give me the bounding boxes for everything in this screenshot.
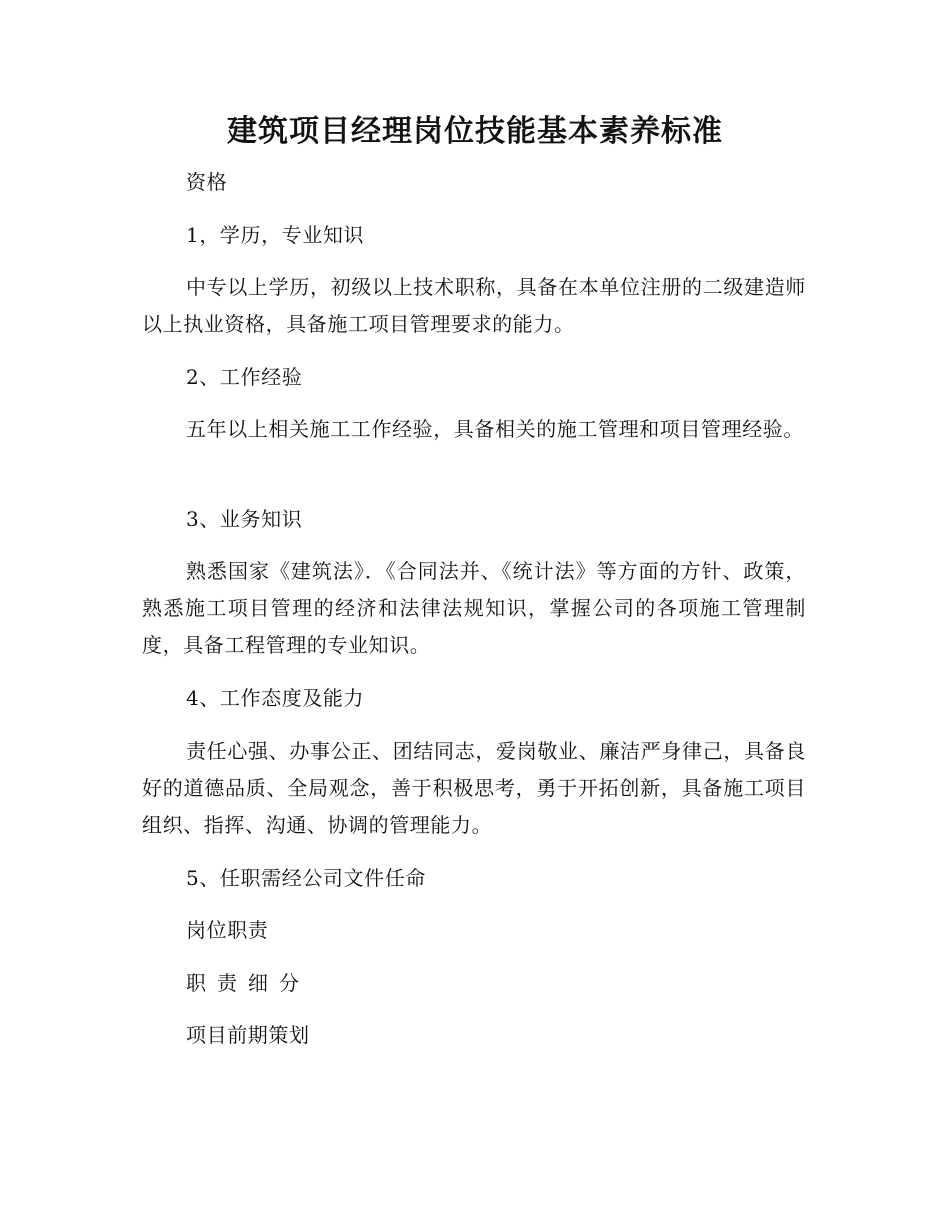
paragraph-attitude-ability: 责任心强、办事公正、团结同志，爱岗敬业、廉洁严身律己，具备良好的道德品质、全局观念，善于积极思考，勇于开拓创新，具备施工项目组织、指挥、沟通、协调的管理能力。 bbox=[142, 739, 806, 837]
document-title: 建筑项目经理岗位技能基本素养标准 bbox=[227, 114, 723, 149]
subheading-responsibility-breakdown: 职责细分 bbox=[186, 971, 310, 995]
section-heading-responsibilities: 岗位职责 bbox=[186, 918, 269, 942]
section-heading-qualification: 资格 bbox=[186, 170, 228, 194]
subheading-business-knowledge: 3、业务知识 bbox=[186, 507, 303, 531]
subheading-education: 1，学历，专业知识 bbox=[186, 223, 365, 247]
paragraph-work-experience: 五年以上相关施工工作经验，具备相关的施工管理和项目管理经验。 bbox=[186, 417, 804, 441]
paragraph-education: 中专以上学历，初级以上技术职称，具备在本单位注册的二级建造师以上执业资格，具备施工项目管理要求的能力。 bbox=[142, 275, 806, 336]
subheading-attitude-ability: 4、工作态度及能力 bbox=[186, 686, 365, 710]
subheading-work-experience: 2、工作经验 bbox=[186, 365, 303, 389]
subheading-project-planning: 项目前期策划 bbox=[186, 1023, 310, 1047]
paragraph-business-knowledge: 熟悉国家《建筑法》．《合同法并、《统计法》等方面的方针、政策，熟悉施工项目管理的经济和法律法规知识，掌握公司的各项施工管理制度，具备工程管理的专业知识。 bbox=[142, 559, 806, 657]
subheading-appointment: 5、任职需经公司文件任命 bbox=[186, 866, 426, 890]
